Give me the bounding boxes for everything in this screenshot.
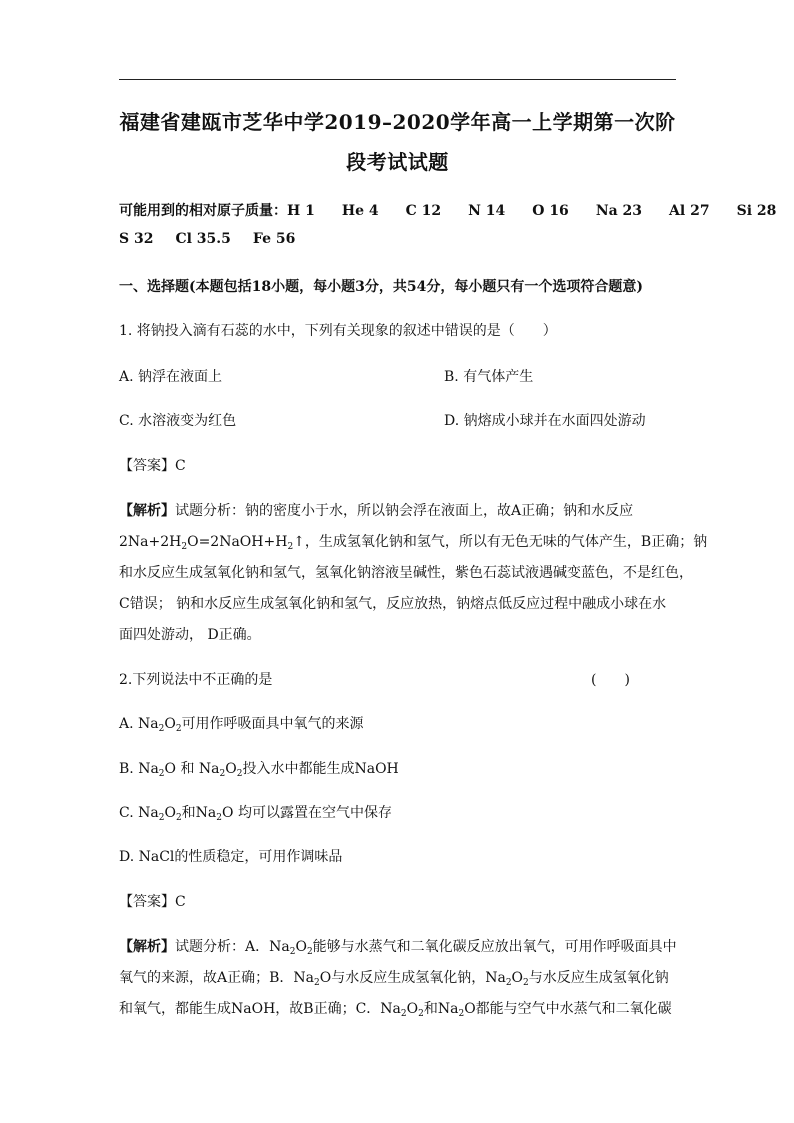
q2-analysis-line2: 氧气的来源，故A正确；B．$Na_2O$与水反应生成氢氧化钠，$Na_2O_2$与水反应生成氢氧化钠 — [119, 970, 669, 988]
q1-option-c: C. 水溶液变为红色 — [119, 413, 237, 429]
q2-analysis-line3: 和氧气，都能生成NaOH，故B正确；C．$Na_2O_2$和$Na_2O$都能与空气中水蒸气和二氧化碳 — [119, 1001, 672, 1019]
atomic-masses-label: 可能用到的相对原子质量： — [119, 203, 287, 219]
q1-stem: 1. 将钠投入滴有石蕊的水中，下列有关现象的叙述中错误的是（ ） — [119, 323, 557, 339]
q1-analysis-line3: 和水反应生成氢氧化钠和氢气，氢氧化钠溶液呈碱性，紫色石蕊试液遇碱变蓝色，不是红色， — [119, 565, 693, 581]
mass-h: H 1 — [287, 203, 315, 219]
q2-option-c: C. $Na_2O_2$和$Na_2O$ 均可以露置在空气中保存 — [119, 805, 392, 823]
q1-option-b: B. 有气体产生 — [444, 369, 534, 385]
q2-analysis-label: 【解析】 — [119, 939, 175, 955]
page-title-line1: 福建省建瓯市芝华中学2019–2020学年高一上学期第一次阶 — [119, 110, 676, 134]
q2-option-a: A. $Na_2O_2$可用作呼吸面具中氧气的来源 — [119, 716, 364, 734]
q1-analysis-label: 【解析】 — [119, 503, 175, 519]
mass-o: O 16 — [532, 203, 569, 219]
q1-analysis-line4: C错误； 钠和水反应生成氢氧化钠和氢气，反应放热，钠熔点低反应过程中融成小球在水 — [119, 596, 667, 612]
q2-option-d: D. NaCl的性质稳定，可用作调味品 — [119, 849, 343, 865]
page-title-line2: 段考试试题 — [346, 150, 449, 174]
q1-answer: 【答案】C — [119, 458, 186, 474]
q2-answer: 【答案】C — [119, 894, 186, 910]
mass-al: Al 27 — [669, 203, 710, 219]
mass-he: He 4 — [341, 203, 379, 219]
q2-stem: 2.下列说法中不正确的是 — [119, 672, 273, 688]
atomic-masses-row1 — [119, 200, 776, 220]
mass-cl: Cl 35.5 — [175, 231, 231, 247]
q1-option-d: D. 钠熔成小球并在水面四处游动 — [444, 413, 646, 429]
mass-n: N 14 — [468, 203, 506, 219]
q1-analysis-line2: $2Na+2H_2O=2NaOH+H_2↑$，生成氢氧化钠和氢气，所以有无色无味的气体产生，B正确；钠 — [119, 534, 708, 552]
atomic-masses-row2 — [119, 231, 295, 247]
mass-na: Na 23 — [595, 203, 643, 219]
q2-option-b: B. $Na_2O$ 和 $Na_2O_2$投入水中都能生成NaOH — [119, 761, 399, 779]
mass-s: S 32 — [119, 231, 154, 247]
q1-analysis-line1: 【解析】试题分析：钠的密度小于水，所以钠会浮在液面上，故A正确；钠和水反应 — [119, 503, 634, 519]
q2-answer-paren: ( ) — [591, 672, 630, 688]
mass-fe: Fe 56 — [252, 231, 296, 247]
header-rule — [119, 79, 676, 80]
mass-si: Si 28 — [736, 203, 777, 219]
mass-c: C 12 — [405, 203, 442, 219]
q1-option-a: A. 钠浮在液面上 — [119, 369, 223, 385]
q2-analysis-line1: 【解析】试题分析：A．$Na_2O_2$能够与水蒸气和二氧化碳反应放出氧气，可用作呼吸面具中 — [119, 939, 677, 957]
section-heading: 一、选择题(本题包括18小题，每小题3分，共54分，每小题只有一个选项符合题意) — [119, 279, 643, 295]
q1-analysis-line5: 面四处游动， D正确。 — [119, 627, 261, 643]
q1-equation: $2Na+2H_2O=2NaOH+H_2↑$ — [119, 534, 305, 552]
